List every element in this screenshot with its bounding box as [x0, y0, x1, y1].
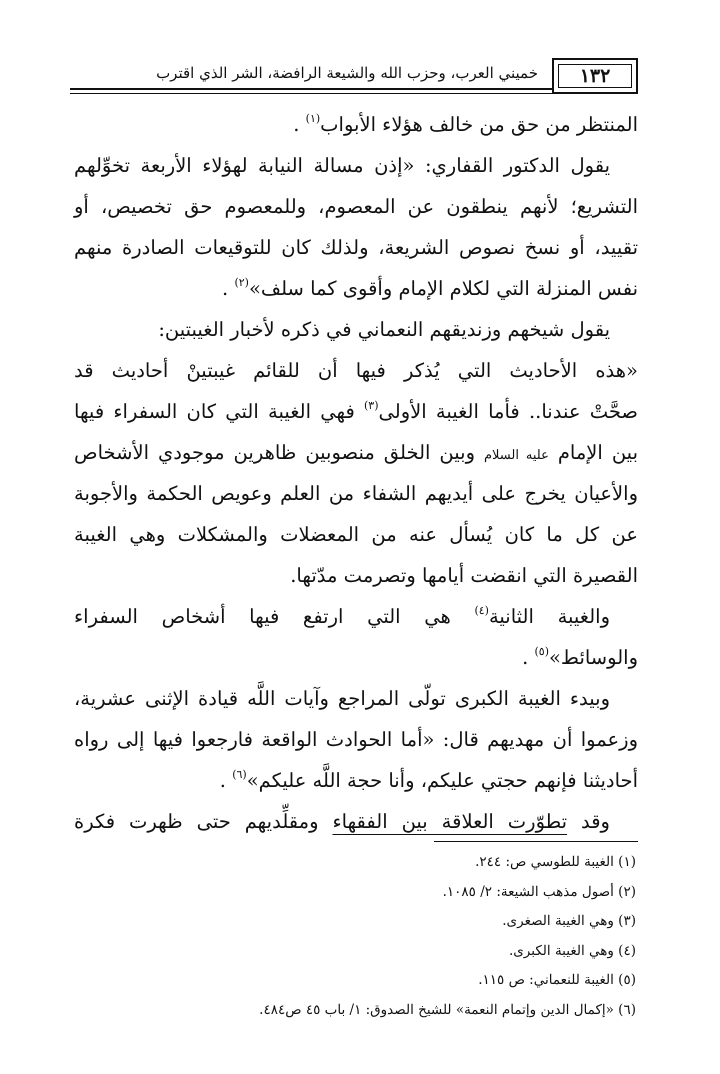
text-line: أحاديثنا فإنهم حجتي عليكم، وأنا حجة اللَّه عليكم»$^{(٦)}$ . — [219, 768, 638, 792]
footnote-ref[interactable]: (١) — [305, 112, 321, 125]
text-line: يقول شيخهم وزنديقهم النعماني في ذكره لأخبار الغيبتين: — [158, 318, 610, 341]
text-line: التشريع؛ لأنهم ينطقون عن المعصوم، وللمعصوم حق تخصيص، أو — [74, 195, 638, 218]
footnote: (٦) «إكمال الدين وإتمام النعمة» للشيخ الصدوق: ١/ باب ٤٥ ص٤٨٤. — [259, 1001, 636, 1018]
page-number: ١٣٢ — [558, 64, 632, 88]
underlined-phrase: تطوّرت العلاقة بين الفقهاء — [332, 810, 568, 833]
text-line: والأعيان يخرج على أيديهم الشفاء من العلم وعويص الحكمة والأجوبة — [74, 482, 638, 505]
footnote-ref[interactable]: (٢) — [234, 276, 249, 289]
footnote-separator — [434, 841, 638, 842]
text-line: وبيدء الغيبة الكبرى تولّى المراجع وآيات اللَّه قيادة الإثنى عشرية، — [74, 687, 610, 710]
text-line: وقد تطوّرت العلاقة بين الفقهاء ومقلِّديهم حتى ظهرت فكرة — [74, 810, 610, 833]
text-line: المنتظر من حق من خالف هؤلاء الأبواب$^{(١)}$ . — [293, 112, 638, 136]
footnote: (٥) الغيبة للنعماني: ص ١١٥. — [478, 972, 636, 988]
page-header — [70, 58, 638, 104]
text-line: يقول الدكتور القفاري: «إذن مسالة النيابة لهؤلاء الأربعة تخوِّلهم — [74, 154, 610, 177]
text-line: «هذه الأحاديث التي يُذكر فيها أن للقائم غيبتينْ أحاديث قد — [74, 359, 638, 382]
footnote-ref[interactable]: (٤) — [474, 604, 489, 617]
text-line: عن كل ما كان يُسأل عنه من المعضلات والمشكلات وهي الغيبة — [74, 523, 638, 546]
main-text — [74, 104, 638, 842]
honorific-glyph: عليه السلام — [484, 448, 549, 463]
header-rule — [70, 88, 554, 90]
footnote: (٢) أصول مذهب الشيعة: ٢/ ١٠٨٥. — [442, 883, 636, 900]
page-number-box — [552, 58, 638, 94]
text-line: نفس المنزلة التي لكلام الإمام وأقوى كما سلف»$^{(٢)}$ . — [222, 276, 638, 300]
footnotes — [74, 848, 636, 1025]
text-line: تقييد، أو نسخ نصوص الشريعة، ولذلك كان للتوقيعات الصادرة منهم — [74, 236, 638, 259]
footnote-ref[interactable]: (٥) — [534, 645, 549, 658]
text-line: وزعموا أن مهديهم قال: «أما الحوادث الواقعة فارجعوا فيها إلى رواه — [74, 728, 638, 751]
text-line: والغيبة الثانية$^{(٤)}$ هي التي ارتفع فيها أشخاص السفراء — [74, 604, 610, 628]
footnote: (٤) وهي الغيبة الكبرى. — [508, 942, 636, 959]
text-line: والوسائط»$^{(٥)}$ . — [522, 645, 638, 669]
header-rule-thin — [70, 93, 554, 94]
footnote: (١) الغيبة للطوسي ص: ٢٤٤. — [475, 854, 636, 870]
footnote: (٣) وهي الغيبة الصغرى. — [502, 913, 636, 929]
text-line: القصيرة التي انقضت أيامها وتصرمت مدّتها. — [290, 564, 638, 587]
footnote-ref[interactable]: (٦) — [232, 768, 247, 781]
footnote-ref[interactable]: (٣) — [364, 399, 379, 412]
text-line: صحَّتْ عندنا.. فأما الغيبة الأولى$^{(٣)}$ فهي الغيبة التي كان السفراء فيها — [74, 399, 638, 423]
running-title: خميني العرب، وحزب الله والشيعة الرافضة، الشر الذي اقترب — [156, 64, 538, 82]
text-line: بين الإمام عليه السلام وبين الخلق منصوبين ظاهرين موجودي الأشخاص — [74, 441, 638, 464]
